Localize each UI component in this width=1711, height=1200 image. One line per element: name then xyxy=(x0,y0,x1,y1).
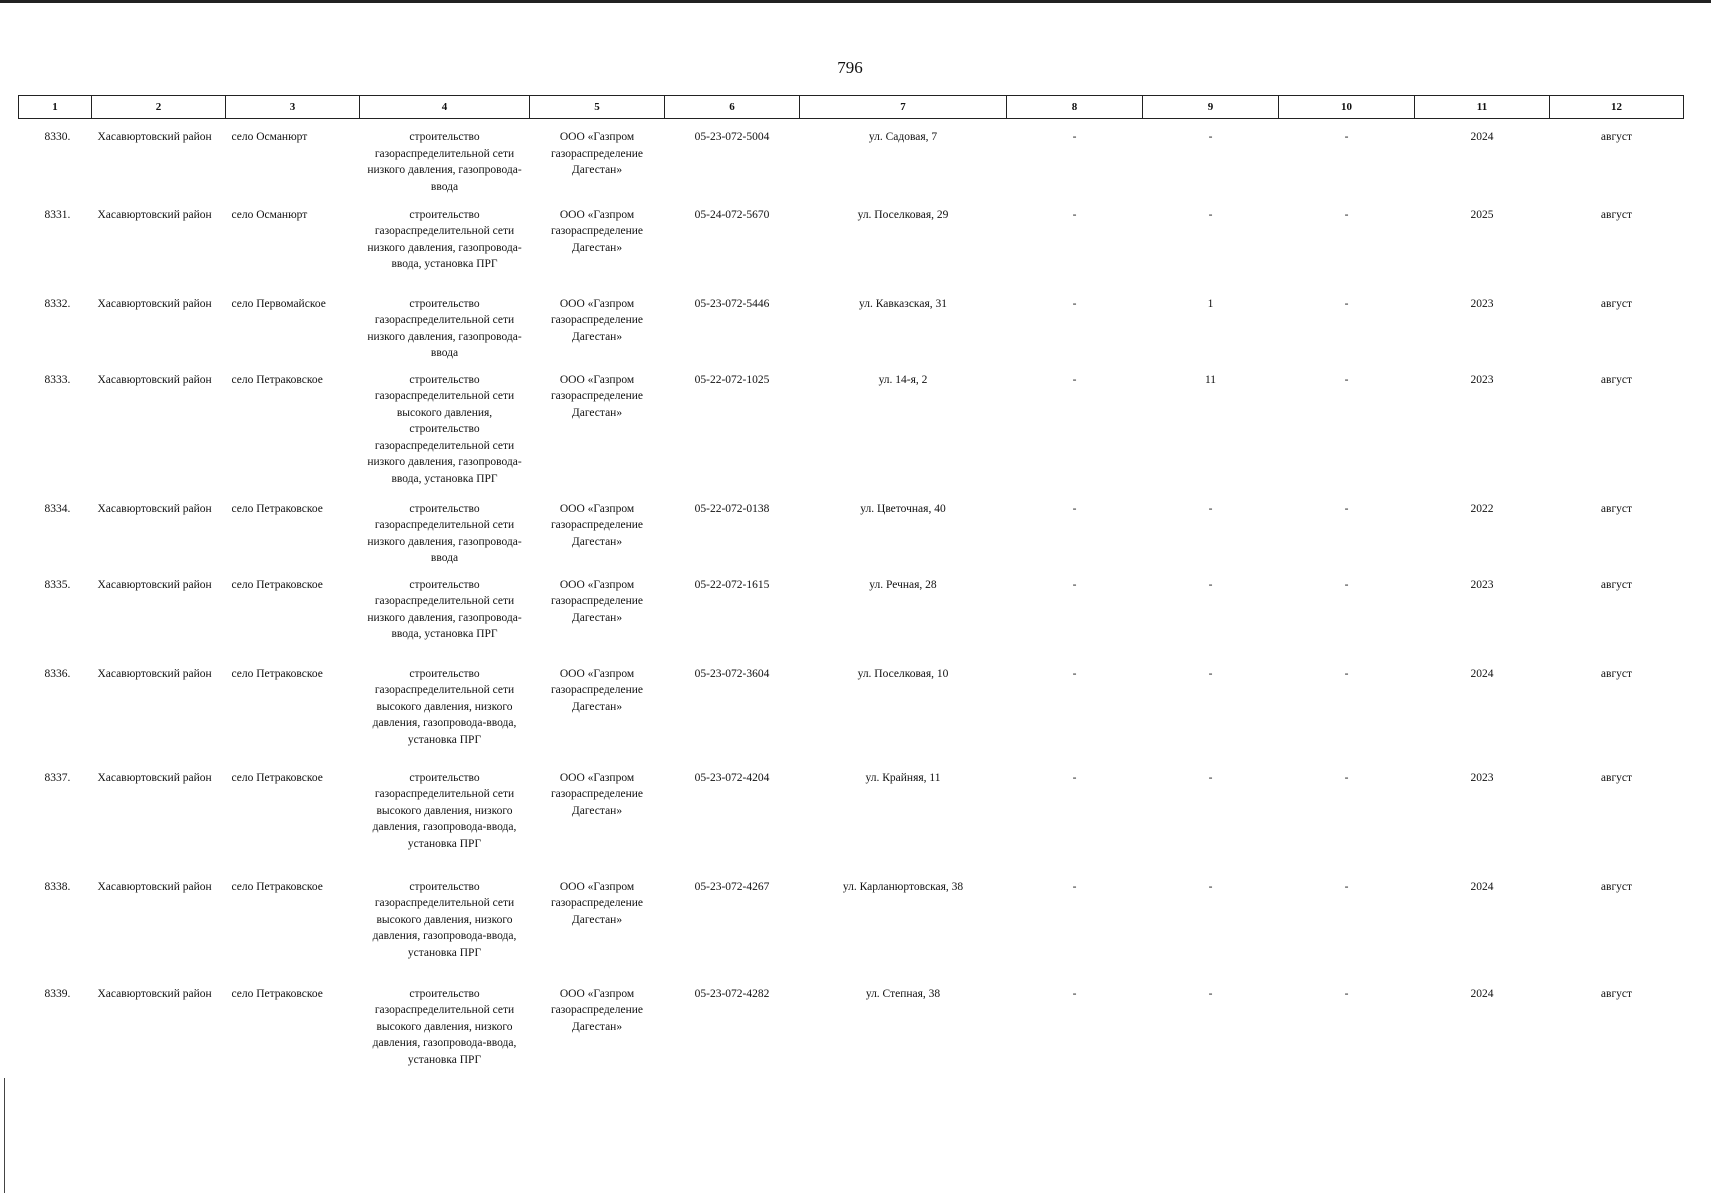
year-cell: 2024 xyxy=(1470,667,1494,680)
year-cell: 2023 xyxy=(1470,578,1494,591)
column-header: 7 xyxy=(800,96,1007,119)
column-8-cell: - xyxy=(1072,297,1077,310)
month-cell: август xyxy=(1600,880,1633,893)
column-header: 2 xyxy=(92,96,226,119)
operator-cell: ООО «Газпром газораспределение Дагестан» xyxy=(550,131,644,176)
column-8-cell: - xyxy=(1072,667,1077,680)
row-number: 8339. xyxy=(44,987,71,1000)
column-9-cell: - xyxy=(1208,667,1213,680)
column-9-cell: - xyxy=(1208,771,1213,784)
table-row xyxy=(19,976,1684,1086)
address-cell: ул. Поселковая, 29 xyxy=(857,208,949,221)
column-10-cell: - xyxy=(1344,987,1349,1000)
column-10-cell: - xyxy=(1344,373,1349,386)
settlement-cell: село Петраковское xyxy=(231,578,323,591)
table-row xyxy=(19,119,1684,197)
address-cell: ул. 14-я, 2 xyxy=(878,373,928,386)
address-cell: ул. Крайняя, 11 xyxy=(865,771,941,784)
row-number: 8335. xyxy=(44,578,71,591)
page-number: 796 xyxy=(837,58,863,77)
column-10-cell: - xyxy=(1344,502,1349,515)
table-row xyxy=(19,491,1684,567)
work-description-cell: строительство газораспределительной сети высокого давления, низкого давления, газопровода-ввода, установка ПРГ xyxy=(372,667,517,746)
column-header: 3 xyxy=(226,96,360,119)
column-8-cell: - xyxy=(1072,880,1077,893)
table-header xyxy=(19,96,1684,119)
district-cell: Хасавюртовский район xyxy=(97,502,212,515)
operator-cell: ООО «Газпром газораспределение Дагестан» xyxy=(550,502,644,548)
operator-cell: ООО «Газпром газораспределение Дагестан» xyxy=(550,373,644,419)
column-8-cell: - xyxy=(1072,578,1077,591)
column-10-cell: - xyxy=(1344,578,1349,591)
column-8-cell: - xyxy=(1072,771,1077,784)
work-description-cell: строительство газораспределительной сети низкого давления, газопровода-ввода, установка ПРГ xyxy=(367,578,522,640)
year-cell: 2024 xyxy=(1470,880,1494,893)
district-cell: Хасавюртовский район xyxy=(97,667,212,680)
column-9-cell: - xyxy=(1208,578,1213,591)
month-cell: август xyxy=(1600,502,1633,515)
work-description-cell: строительство газораспределительной сети низкого давления, газопровода-ввода xyxy=(367,131,522,193)
column-header: 10 xyxy=(1279,96,1415,119)
object-code-cell: 05-23-072-4267 xyxy=(694,880,770,893)
row-number: 8334. xyxy=(44,502,71,515)
column-number-row xyxy=(19,96,1684,119)
month-cell: август xyxy=(1600,578,1633,591)
settlement-cell: село Петраковское xyxy=(231,667,323,680)
row-number: 8336. xyxy=(44,667,71,680)
operator-cell: ООО «Газпром газораспределение Дагестан» xyxy=(550,771,644,817)
operator-cell: ООО «Газпром газораспределение Дагестан» xyxy=(550,208,644,254)
column-8-cell: - xyxy=(1072,131,1077,143)
year-cell: 2022 xyxy=(1470,502,1494,515)
object-code-cell: 05-23-072-4204 xyxy=(694,771,770,784)
address-cell: ул. Садовая, 7 xyxy=(868,131,938,143)
address-cell: ул. Цветочная, 40 xyxy=(860,502,946,515)
work-description-cell: строительство газораспределительной сети высокого давления, низкого давления, газопровода-ввода, установка ПРГ xyxy=(372,987,517,1066)
district-cell: Хасавюртовский район xyxy=(97,208,212,221)
table-row xyxy=(19,362,1684,491)
district-cell: Хасавюртовский район xyxy=(97,297,212,310)
column-10-cell: - xyxy=(1344,667,1349,680)
table-row xyxy=(19,760,1684,869)
district-cell: Хасавюртовский район xyxy=(97,373,212,386)
object-code-cell: 05-24-072-5670 xyxy=(694,208,770,221)
year-cell: 2024 xyxy=(1470,987,1494,1000)
district-cell: Хасавюртовский район xyxy=(97,578,212,591)
settlement-cell: село Первомайское xyxy=(231,297,326,310)
settlement-cell: село Петраковское xyxy=(231,373,323,386)
address-cell: ул. Поселковая, 10 xyxy=(857,667,949,680)
settlement-cell: село Османюрт xyxy=(231,131,308,143)
column-10-cell: - xyxy=(1344,131,1349,143)
district-cell: Хасавюртовский район xyxy=(97,131,212,143)
table-row xyxy=(19,656,1684,760)
operator-cell: ООО «Газпром газораспределение Дагестан» xyxy=(550,578,644,624)
object-code-cell: 05-23-072-5446 xyxy=(694,297,770,310)
column-9-cell: - xyxy=(1208,987,1213,1000)
column-9-cell: - xyxy=(1208,502,1213,515)
month-cell: август xyxy=(1600,771,1633,784)
month-cell: август xyxy=(1600,987,1633,1000)
column-8-cell: - xyxy=(1072,987,1077,1000)
work-description-cell: строительство газораспределительной сети низкого давления, газопровода-ввода xyxy=(367,502,522,564)
work-description-cell: строительство газораспределительной сети низкого давления, газопровода-ввода xyxy=(367,297,522,359)
column-header: 8 xyxy=(1007,96,1143,119)
table-row xyxy=(19,197,1684,286)
settlement-cell: село Османюрт xyxy=(231,208,308,221)
year-cell: 2025 xyxy=(1470,208,1494,221)
register-table xyxy=(18,95,1684,1086)
operator-cell: ООО «Газпром газораспределение Дагестан» xyxy=(550,667,644,713)
year-cell: 2023 xyxy=(1470,771,1494,784)
column-9-cell: - xyxy=(1208,131,1213,143)
work-description-cell: строительство газораспределительной сети высокого давления, низкого давления, газопровода-ввода, установка ПРГ xyxy=(372,880,517,959)
column-10-cell: - xyxy=(1344,771,1349,784)
work-description-cell: строительство газораспределительной сети низкого давления, газопровода-ввода, установка ПРГ xyxy=(367,208,522,270)
operator-cell: ООО «Газпром газораспределение Дагестан» xyxy=(550,987,644,1033)
settlement-cell: село Петраковское xyxy=(231,880,323,893)
operator-cell: ООО «Газпром газораспределение Дагестан» xyxy=(550,880,644,926)
object-code-cell: 05-22-072-1025 xyxy=(694,373,770,386)
row-number: 8333. xyxy=(44,373,71,386)
object-code-cell: 05-23-072-5004 xyxy=(694,131,770,143)
month-cell: август xyxy=(1600,667,1633,680)
row-number: 8337. xyxy=(44,771,71,784)
column-8-cell: - xyxy=(1072,502,1077,515)
column-header: 6 xyxy=(665,96,800,119)
column-8-cell: - xyxy=(1072,373,1077,386)
table-body xyxy=(19,119,1684,1086)
month-cell: август xyxy=(1600,297,1633,310)
address-cell: ул. Речная, 28 xyxy=(869,578,937,591)
object-code-cell: 05-22-072-0138 xyxy=(694,502,770,515)
address-cell: ул. Кавказская, 31 xyxy=(858,297,947,310)
settlement-cell: село Петраковское xyxy=(231,987,323,1000)
object-code-cell: 05-23-072-3604 xyxy=(694,667,770,680)
work-description-cell: строительство газораспределительной сети высокого давления, строительство газораспределительной сети низкого давления, газопровода-ввода, установка ПРГ xyxy=(367,373,522,485)
row-number: 8338. xyxy=(44,880,71,893)
table-row xyxy=(19,286,1684,362)
row-number: 8330. xyxy=(44,131,71,143)
district-cell: Хасавюртовский район xyxy=(97,987,212,1000)
table-row xyxy=(19,567,1684,656)
column-header: 9 xyxy=(1143,96,1279,119)
address-cell: ул. Карланюртовская, 38 xyxy=(842,880,964,893)
operator-cell: ООО «Газпром газораспределение Дагестан» xyxy=(550,297,644,343)
column-header: 12 xyxy=(1550,96,1684,119)
settlement-cell: село Петраковское xyxy=(231,502,323,515)
settlement-cell: село Петраковское xyxy=(231,771,323,784)
row-number: 8331. xyxy=(44,208,71,221)
work-description-cell: строительство газораспределительной сети высокого давления, низкого давления, газопровода-ввода, установка ПРГ xyxy=(372,771,517,850)
month-cell: август xyxy=(1600,131,1633,143)
column-header: 11 xyxy=(1415,96,1550,119)
address-cell: ул. Степная, 38 xyxy=(865,987,941,1000)
column-10-cell: - xyxy=(1344,297,1349,310)
column-9-cell: - xyxy=(1208,880,1213,893)
year-cell: 2023 xyxy=(1470,297,1494,310)
month-cell: август xyxy=(1600,208,1633,221)
left-margin-rule xyxy=(4,1078,5,1193)
table-row xyxy=(19,869,1684,976)
column-9-cell: 11 xyxy=(1204,373,1217,386)
column-10-cell: - xyxy=(1344,208,1349,221)
district-cell: Хасавюртовский район xyxy=(97,880,212,893)
column-header: 5 xyxy=(530,96,665,119)
column-header: 1 xyxy=(19,96,92,119)
row-number: 8332. xyxy=(44,297,71,310)
column-9-cell: 1 xyxy=(1207,297,1214,310)
column-header: 4 xyxy=(360,96,530,119)
district-cell: Хасавюртовский район xyxy=(97,771,212,784)
object-code-cell: 05-22-072-1615 xyxy=(694,578,770,591)
column-10-cell: - xyxy=(1344,880,1349,893)
column-8-cell: - xyxy=(1072,208,1077,221)
year-cell: 2024 xyxy=(1470,131,1494,143)
year-cell: 2023 xyxy=(1470,373,1494,386)
top-rule xyxy=(0,0,1711,3)
object-code-cell: 05-23-072-4282 xyxy=(694,987,770,1000)
month-cell: август xyxy=(1600,373,1633,386)
column-9-cell: - xyxy=(1208,208,1213,221)
